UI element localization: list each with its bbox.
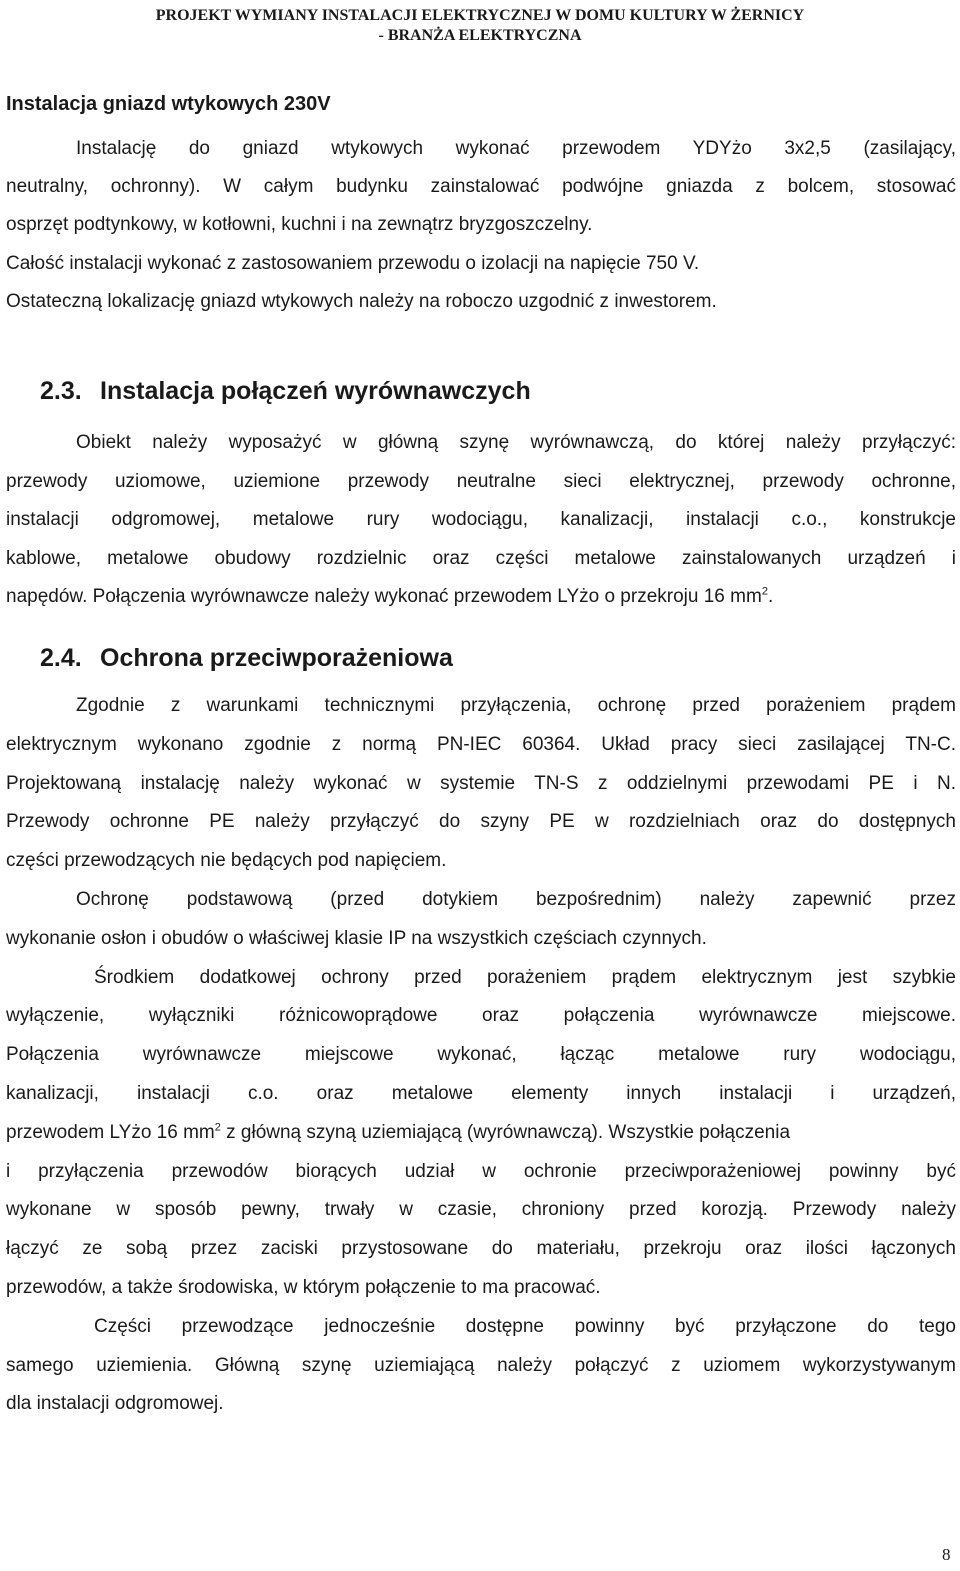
section-number: 2.3. — [40, 377, 82, 405]
text-segment: napędów. Połączenia wyrównawcze należy wykonać przewodem LYżo o przekroju 16 mm — [6, 586, 762, 607]
text-line: Obiekt należy wyposażyć w główną szynę wyrównawczą, do której należy przyłączyć: — [76, 432, 956, 453]
text-line: Części przewodzące jednocześnie dostępne powinny być przyłączone do tego — [94, 1315, 956, 1337]
text-line: dla instalacji odgromowej. — [6, 1393, 224, 1415]
page-header — [0, 6, 960, 46]
text-line: wyłączenie, wyłączniki różnicowoprądowe oraz połączenia wyrównawcze miejscowe. — [6, 1005, 956, 1027]
text-line: Ochronę podstawową (przed dotykiem bezpośrednim) należy zapewnić przez — [76, 888, 956, 910]
text-line: elektrycznym wykonano zgodnie z normą PN-IEC 60364. Układ pracy sieci zasilającej TN-C. — [6, 733, 956, 755]
text-line — [6, 1114, 956, 1153]
header-title: PROJEKT WYMIANY INSTALACJI ELEKTRYCZNEJ W DOMU KULTURY W ŻERNICY — [155, 7, 805, 24]
text-line: wykonanie osłon i obudów o właściwej klasie IP na wszystkich częściach czynnych. — [6, 927, 707, 949]
superscript: 2 — [761, 585, 768, 598]
text-line: samego uziemienia. Główną szynę uziemiającą należy połączyć z uziomem wykorzystywanym — [6, 1354, 956, 1376]
section-shock-protection-body — [6, 687, 956, 1424]
text-line: kablowe, metalowe obudowy rozdzielnic oraz części metalowe zainstalowanych urządzeń i — [6, 547, 956, 569]
text-segment: przewodem LYżo 16 mm — [6, 1121, 215, 1143]
page-number: 8 — [942, 1545, 951, 1564]
text-line: Ostateczną lokalizację gniazd wtykowych należy na roboczo uzgodnić z inwestorem. — [6, 290, 717, 312]
text-segment: z główną szyną uziemiającą (wyrównawczą). Wszystkie połączenia — [220, 1121, 791, 1143]
section-title: Ochrona przeciwporażeniowa — [100, 644, 453, 672]
text-line: części przewodzących nie będących pod napięciem. — [6, 850, 447, 872]
text-line: i przyłączenia przewodów biorących udział w ochronie przeciwporażeniowej powinny być — [6, 1160, 956, 1182]
section-heading-sockets: Instalacja gniazd wtykowych 230V — [6, 93, 331, 115]
text-line: wykonane w sposób pewny, trwały w czasie, chroniony przed korozją. Przewody należy — [6, 1199, 956, 1221]
text-line: Połączenia wyrównawcze miejscowe wykonać, łącząc metalowe rury wodociągu, — [6, 1044, 956, 1066]
section-heading-shock-protection — [40, 644, 453, 673]
section-equipotential-body — [6, 424, 956, 617]
text-line: łączyć ze sobą przez zaciski przystosowane do materiału, przekroju oraz ilości łączonych — [6, 1238, 956, 1260]
text-line: kanalizacji, instalacji c.o. oraz metalowe elementy innych instalacji i urządzeń, — [6, 1082, 956, 1104]
text-line — [6, 578, 956, 617]
section-heading-equipotential — [40, 377, 531, 406]
superscript: 2 — [214, 1121, 221, 1134]
text-line: instalacji odgromowej, metalowe rury wodociągu, kanalizacji, instalacji c.o., konstrukcje — [6, 509, 956, 530]
header-subtitle: - BRANŻA ELEKTRYCZNA — [378, 27, 582, 44]
section-title: Instalacja połączeń wyrównawczych — [100, 377, 531, 405]
text-line: przewodów, a także środowiska, w którym połączenie to ma pracować. — [6, 1276, 601, 1298]
text-line: Środkiem dodatkowej ochrony przed porażeniem prądem elektrycznym jest szybkie — [94, 966, 956, 988]
text-line: Przewody ochronne PE należy przyłączyć do szyny PE w rozdzielniach oraz do dostępnych — [6, 811, 956, 833]
text-line: neutralny, ochronny). W całym budynku zainstalować podwójne gniazda z bolcem, stosować — [6, 176, 956, 198]
text-line: Projektowaną instalację należy wykonać w systemie TN-S z oddzielnymi przewodami PE i N. — [6, 772, 956, 794]
text-line: Zgodnie z warunkami technicznymi przyłączenia, ochronę przed porażeniem prądem — [76, 695, 956, 716]
section-number: 2.4. — [40, 644, 82, 672]
section-sockets-body — [6, 130, 956, 321]
text-line: przewody uziomowe, uziemione przewody neutralne sieci elektrycznej, przewody ochronne, — [6, 470, 956, 492]
text-segment: . — [767, 586, 774, 607]
text-line: Całość instalacji wykonać z zastosowaniem przewodu o izolacji na napięcie 750 V. — [6, 252, 700, 274]
text-line: osprzęt podtynkowy, w kotłowni, kuchni i na zewnątrz bryzgoszczelny. — [6, 214, 593, 236]
text-line: Instalację do gniazd wtykowych wykonać przewodem YDYżo 3x2,5 (zasilający, — [76, 138, 956, 159]
